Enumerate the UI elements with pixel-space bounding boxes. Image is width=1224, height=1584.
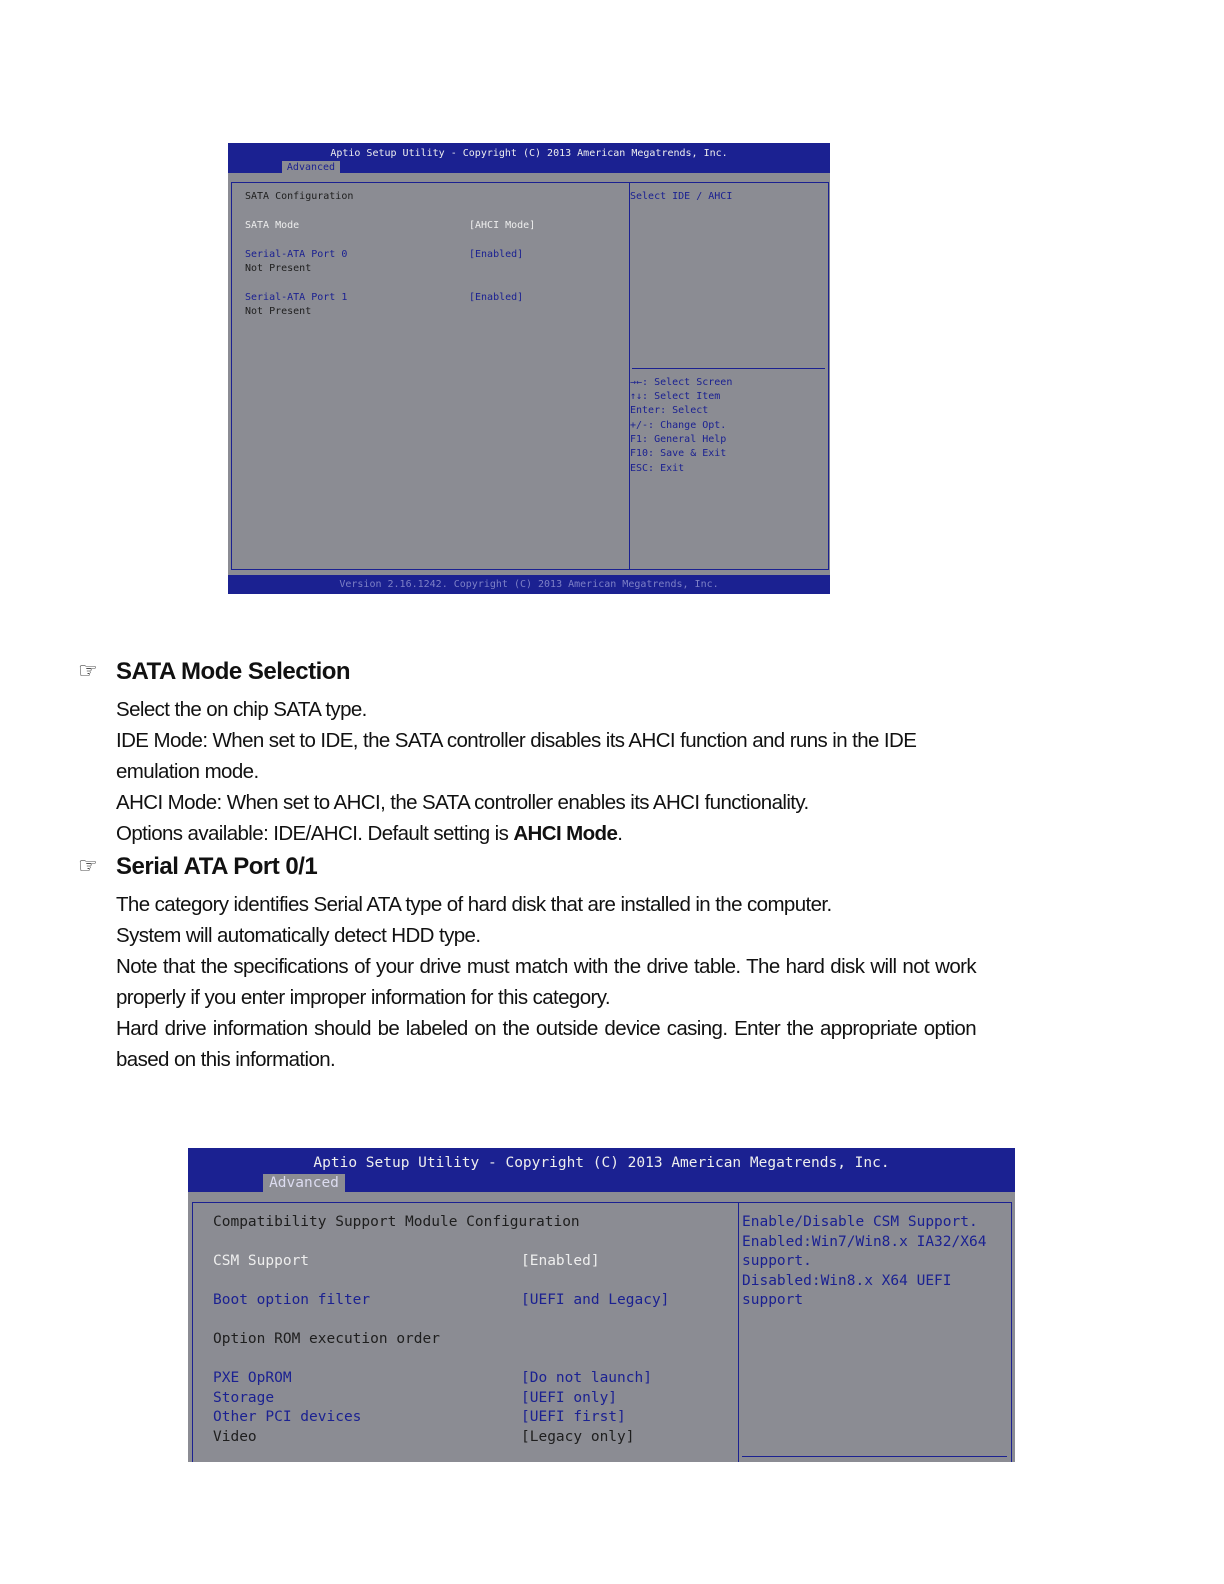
bios-footer-bar <box>228 575 830 594</box>
boot-option-filter-label[interactable]: Boot option filter <box>213 1292 371 1308</box>
storage-label[interactable]: Storage <box>213 1390 275 1406</box>
other-pci-devices-value[interactable]: [UEFI first] <box>521 1409 626 1425</box>
sata-options-line <box>116 818 622 849</box>
boot-option-filter-value[interactable]: [UEFI and Legacy] <box>521 1292 670 1308</box>
serial-ata-port-1-label[interactable]: Serial-ATA Port 1 <box>245 292 348 303</box>
tab-advanced[interactable]: Advanced <box>282 161 340 174</box>
csm-support-label[interactable]: CSM Support <box>213 1253 310 1269</box>
help-text: Select IDE / AHCI <box>630 191 733 202</box>
key-exit: ESC: Exit <box>630 463 685 474</box>
pointing-hand-icon: ☞ <box>78 658 98 683</box>
tab-advanced[interactable]: Advanced <box>263 1174 345 1192</box>
help-text-line: Enable/Disable CSM Support. <box>742 1214 978 1230</box>
help-text-line: Enabled:Win7/Win8.x IA32/X64 <box>742 1234 987 1250</box>
key-select-screen: →←: Select Screen <box>630 377 733 388</box>
paragraph-line: System will automatically detect HDD type. <box>116 924 481 947</box>
key-save-exit: F10: Save & Exit <box>630 448 727 459</box>
paragraph-line: AHCI Mode: When set to AHCI, the SATA controller enables its AHCI functionality. <box>116 791 809 814</box>
bios-main-frame <box>231 182 829 570</box>
bios-title: Aptio Setup Utility - Copyright (C) 2013 American Megatrends, Inc. <box>330 148 728 159</box>
bios-screenshot-sata <box>228 143 830 594</box>
section-title: SATA Configuration <box>245 191 354 202</box>
options-text: Options available: IDE/AHCI. Default setting is <box>116 822 514 845</box>
csm-support-value[interactable]: [Enabled] <box>521 1253 600 1269</box>
help-text-line: support. <box>742 1253 812 1269</box>
default-setting: AHCI Mode <box>513 822 618 845</box>
pointing-hand-icon: ☞ <box>78 853 98 878</box>
paragraph-line: IDE Mode: When set to IDE, the SATA controller disables its AHCI function and runs in the IDE <box>116 729 917 752</box>
paragraph-line: emulation mode. <box>116 760 259 783</box>
pxe-oprom-label[interactable]: PXE OpROM <box>213 1370 292 1386</box>
bios-title: Aptio Setup Utility - Copyright (C) 2013 American Megatrends, Inc. <box>313 1155 890 1171</box>
help-text-line: support <box>742 1292 804 1308</box>
option-rom-heading: Option ROM execution order <box>213 1331 440 1347</box>
section-title: Compatibility Support Module Configuration <box>213 1214 580 1230</box>
help-text-line: Disabled:Win8.x X64 UEFI <box>742 1273 952 1289</box>
pxe-oprom-value[interactable]: [Do not launch] <box>521 1370 652 1386</box>
paragraph-line: Select the on chip SATA type. <box>116 698 367 721</box>
video-label: Video <box>213 1429 257 1445</box>
drive-table-note: Note that the specifications of your drive must match with the drive table. The hard disk will not work properly if you enter improper information for this category. <box>116 955 976 1009</box>
serial-ata-port-1-value[interactable]: [Enabled] <box>469 292 524 303</box>
drive-casing-note: Hard drive information should be labeled on the outside device casing. Enter the appropriate option based on this information. <box>116 1017 976 1071</box>
sata-mode-value[interactable]: [AHCI Mode] <box>469 220 536 231</box>
serial-ata-port-0-value[interactable]: [Enabled] <box>469 249 524 260</box>
serial-ata-port-1-status: Not Present <box>245 306 312 317</box>
serial-ata-port-heading: Serial ATA Port 0/1 <box>116 853 318 880</box>
sata-mode-label[interactable]: SATA Mode <box>245 220 300 231</box>
bios-panel-divider <box>629 183 630 569</box>
bios-help-divider <box>632 368 825 369</box>
paragraph-line: The category identifies Serial ATA type of hard disk that are installed in the computer. <box>116 893 832 916</box>
bios-help-divider <box>742 1456 1007 1457</box>
storage-value[interactable]: [UEFI only] <box>521 1390 618 1406</box>
serial-ata-port-0-status: Not Present <box>245 263 312 274</box>
video-value: [Legacy only] <box>521 1429 635 1445</box>
key-select-item: ↑↓: Select Item <box>630 391 721 402</box>
key-general-help: F1: General Help <box>630 434 727 445</box>
options-period: . <box>617 822 623 845</box>
key-change-opt: +/-: Change Opt. <box>630 420 727 431</box>
bios-screenshot-csm <box>188 1148 1015 1462</box>
serial-ata-port-0-label[interactable]: Serial-ATA Port 0 <box>245 249 348 260</box>
bios-footer-text: Version 2.16.1242. Copyright (C) 2013 American Megatrends, Inc. <box>339 579 719 590</box>
key-enter-select: Enter: Select <box>630 405 709 416</box>
sata-mode-selection-heading: SATA Mode Selection <box>116 658 351 685</box>
bios-panel-divider <box>738 1203 739 1462</box>
other-pci-devices-label[interactable]: Other PCI devices <box>213 1409 362 1425</box>
